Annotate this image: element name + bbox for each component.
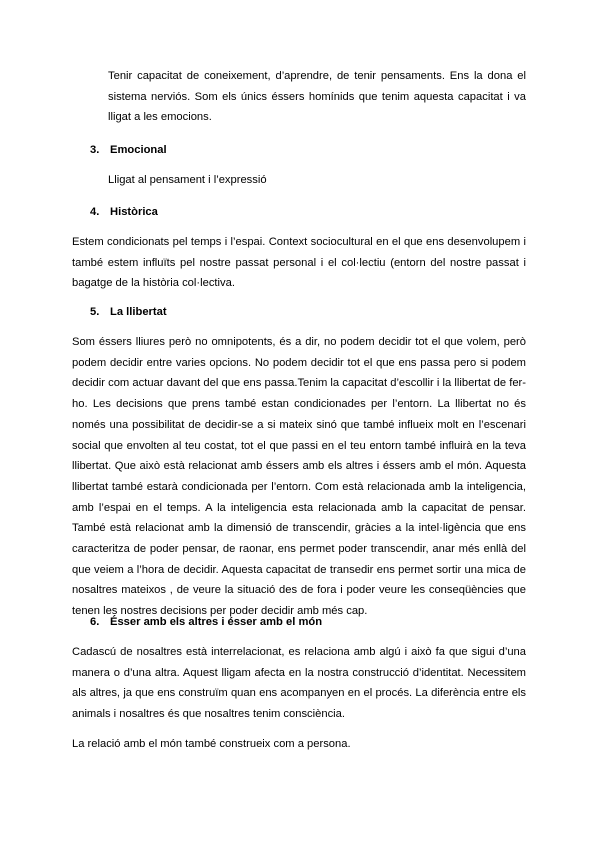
heading-llibertat (90, 304, 167, 320)
paragraph-historica: Estem condicionats pel temps i l’espai. Context sociocultural en el que ens desenvolupem i també estem influïts pel nostre passat personal i el col·lectiu (entorn del nostre passat i bagatge de la història col·lectiva. (72, 236, 526, 290)
heading-emocional (90, 142, 167, 158)
heading-title: Ésser amb els altres i ésser amb el món (110, 616, 323, 628)
paragraph-emocional: Lligat al pensament i l’expressió (108, 174, 267, 186)
heading-historica (90, 204, 158, 220)
heading-number: 5. (90, 306, 100, 318)
paragraph-relacio-amb-el-mon: La relació amb el món també construeix com a persona. (72, 738, 351, 750)
paragraph-llibertat: Som éssers lliures però no omnipotents, és a dir, no podem decidir tot el que volem, però podem decidir entre varies opcions. No podem decidir tot el que ens passa pero si podem decidir com actuar davant del que ens passa.Tenim la capacitat d’escollir i la llibertat de fer-ho. Les decisions que prens també estan condicionades per l’entorn. La llibertat no és només una possibilitat de decidir-se a si mateix sinó que també influeix molt en l’escenari social que envolten al teu costat, tot el que passi en el teu entorn també influirà en la teva llibertat. Que això està relacionat amb éssers amb els altres i éssers amb el món. Aquesta llibertat també estarà condicionada per l’entorn. Com està relacionada amb la inteligencia, amb l’espai en el temps. A la inteligencia esta relacionada amb la capacitat de pensar. També està relacionat amb la dimensió de transcendir, gràcies a la intel·ligència que ens caracteritza de poder pensar, de raonar, ens permet poder transcendir, anar més enllà del que veiem a l’hora de decidir. Aquesta capacitat de transedir ens permet sortir una mica de nosaltres mateixos , de veure la situació des de fora i poder veure les conseqüències que tenen les nostres decisions per poder decidir amb més cap. (72, 336, 526, 618)
heading-number: 3. (90, 144, 100, 156)
heading-number: 4. (90, 206, 100, 218)
heading-number: 6. (90, 616, 100, 628)
heading-title: Emocional (110, 144, 167, 156)
heading-title: La llibertat (110, 306, 167, 318)
paragraph-capacitat-coneixement: Tenir capacitat de coneixement, d’aprendre, de tenir pensaments. Ens la dona el sistema nerviós. Som els únics éssers homínids que tenim aquesta capacitat i va lligat a les emocions. (108, 70, 526, 124)
paragraph-esser-amb-els-altres: Cadascú de nosaltres està interrelacionat, es relaciona amb algú i això fa que sigui d’una manera o d’una altra. Aquest lligam afecta en la nostra construcció d’identitat. Necessitem als altres, ja que ens construïm quan ens acompanyen en el procés. La diferència entre els animals i nosaltres és que nosaltres tenim consciència. (72, 646, 526, 721)
heading-title: Històrica (110, 206, 158, 218)
heading-esser-amb-els-altres (90, 614, 322, 630)
